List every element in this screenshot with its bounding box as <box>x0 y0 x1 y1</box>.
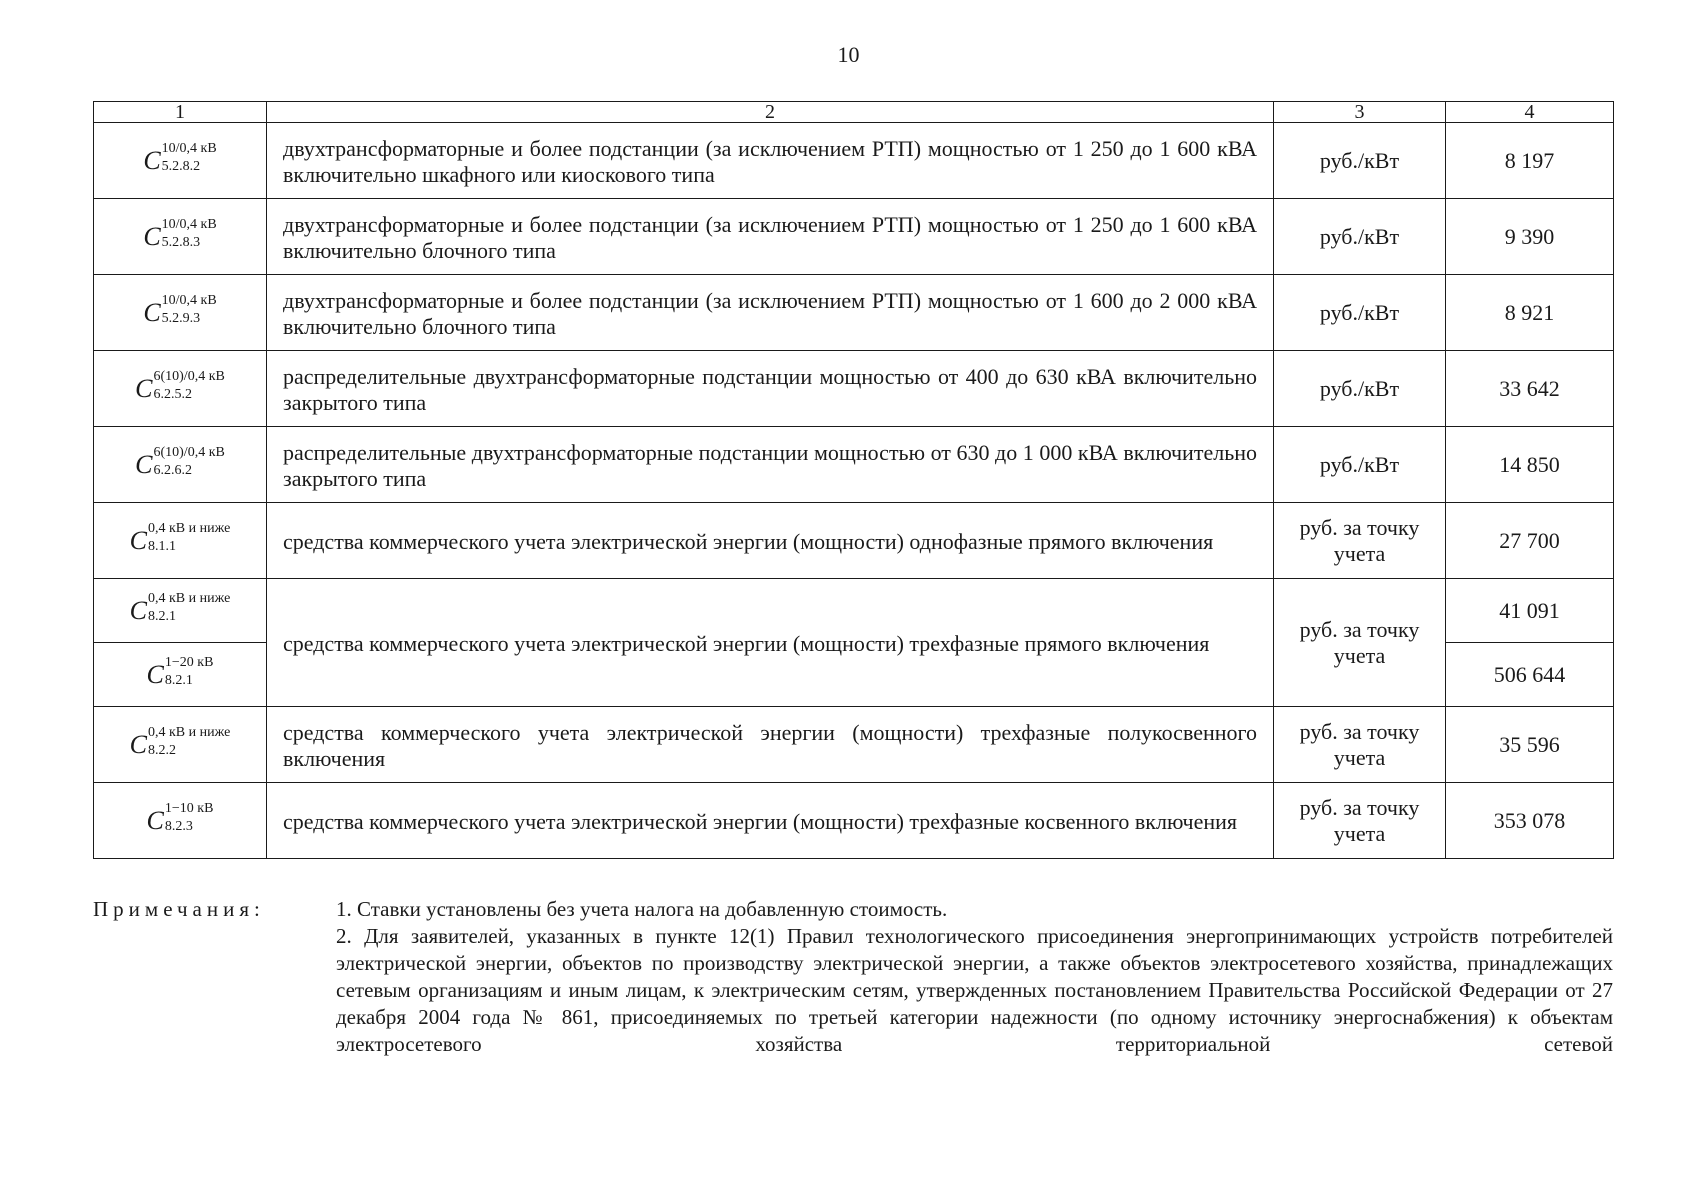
table-row <box>94 275 1614 351</box>
value-cell: 506 644 <box>1446 643 1614 707</box>
description-cell <box>267 783 1274 859</box>
value-cell: 27 700 <box>1446 503 1614 579</box>
unit-cell: руб./кВт <box>1274 275 1446 351</box>
value-cell: 41 091 <box>1446 579 1614 643</box>
tariff-code: C 1−10 кВ 8.2.3 <box>94 783 267 859</box>
tariff-code: C 6(10)/0,4 кВ 6.2.6.2 <box>94 427 267 503</box>
unit-cell: руб./кВт <box>1274 351 1446 427</box>
description-text: средства коммерческого учета электрической энергии (мощности) трехфазные прямого включения <box>283 630 1210 656</box>
tariff-code: C 10/0,4 кВ 5.2.8.2 <box>94 123 267 199</box>
note-item-2: 2. Для заявителей, указанных в пункте 12(1) Правил технологического присоединения энергопринимающих устройств потребителей электрической энергии, объектов по производству электрической энергии, а также объектов электросетевого хозяйства, принадлежащих сетевым организациям и иным лицам, к электрическим сетям, утвержденных постановлением Правительства Российской Федерации от 27 декабря 2004 года № 861, присоединяемых по третьей категории надежности (по одному источнику энергоснабжения) к объектам электросетевого хозяйства территориальной сетевой <box>336 924 1613 1056</box>
notes-body <box>336 896 1613 1058</box>
code-superscript: 1−10 кВ <box>164 800 214 816</box>
description-text: двухтрансформаторные и более подстанции (за исключением РТП) мощностью от 1 250 до 1 600 кВА включительно шкафного или киоскового типа <box>283 135 1257 187</box>
code-superscript: 0,4 кВ и ниже <box>148 724 231 740</box>
description-cell <box>267 199 1274 275</box>
notes-label: Примечания: <box>93 897 265 921</box>
description-cell <box>267 579 1274 707</box>
code-subscript: 8.2.3 <box>164 818 193 834</box>
unit-cell: руб./кВт <box>1274 123 1446 199</box>
column-number-1: 1 <box>94 102 267 123</box>
code-superscript: 10/0,4 кВ <box>161 216 217 232</box>
column-number-4: 4 <box>1446 102 1614 123</box>
code-superscript: 6(10)/0,4 кВ <box>153 368 225 384</box>
description-text: средства коммерческого учета электрической энергии (мощности) трехфазные косвенного включения <box>283 808 1238 834</box>
code-subscript: 6.2.5.2 <box>153 386 192 402</box>
table-row <box>94 783 1614 859</box>
unit-cell: руб./кВт <box>1274 427 1446 503</box>
table-row <box>94 199 1614 275</box>
unit-cell: руб. за точку учета <box>1274 707 1446 783</box>
page-number: 10 <box>837 42 860 67</box>
description-text: распределительные двухтрансформаторные подстанции мощностью от 400 до 630 кВА включительно закрытого типа <box>283 363 1257 415</box>
code-superscript: 6(10)/0,4 кВ <box>153 444 225 460</box>
unit-cell: руб./кВт <box>1274 199 1446 275</box>
description-cell <box>267 123 1274 199</box>
table-row <box>94 503 1614 579</box>
value-cell: 8 921 <box>1446 275 1614 351</box>
description-text: двухтрансформаторные и более подстанции (за исключением РТП) мощностью от 1 600 до 2 000 кВА включительно блочного типа <box>283 287 1257 339</box>
unit-cell: руб. за точку учета <box>1274 503 1446 579</box>
table-row <box>94 351 1614 427</box>
unit-cell: руб. за точку учета <box>1274 579 1446 707</box>
code-superscript: 10/0,4 кВ <box>161 140 217 156</box>
table-row <box>94 707 1614 783</box>
table-header-row <box>94 102 1614 123</box>
value-cell: 14 850 <box>1446 427 1614 503</box>
table-row <box>94 579 1614 643</box>
description-cell <box>267 503 1274 579</box>
description-text: распределительные двухтрансформаторные подстанции мощностью от 630 до 1 000 кВА включительно закрытого типа <box>283 439 1257 491</box>
code-superscript: 0,4 кВ и ниже <box>148 590 231 606</box>
unit-cell: руб. за точку учета <box>1274 783 1446 859</box>
value-cell: 35 596 <box>1446 707 1614 783</box>
column-number-2: 2 <box>267 102 1274 123</box>
tariff-code: C 10/0,4 кВ 5.2.8.3 <box>94 199 267 275</box>
description-text: двухтрансформаторные и более подстанции (за исключением РТП) мощностью от 1 250 до 1 600 кВА включительно блочного типа <box>283 211 1257 263</box>
tariff-code: C 1−20 кВ 8.2.1 <box>94 643 267 707</box>
code-subscript: 6.2.6.2 <box>153 462 192 478</box>
value-cell: 33 642 <box>1446 351 1614 427</box>
description-text: средства коммерческого учета электрической энергии (мощности) однофазные прямого включения <box>283 528 1214 554</box>
tariff-code: C 0,4 кВ и ниже 8.1.1 <box>94 503 267 579</box>
code-superscript: 0,4 кВ и ниже <box>148 520 231 536</box>
value-cell: 353 078 <box>1446 783 1614 859</box>
code-superscript: 10/0,4 кВ <box>161 292 217 308</box>
tariff-code: C 0,4 кВ и ниже 8.2.2 <box>94 707 267 783</box>
value-cell: 9 390 <box>1446 199 1614 275</box>
tariff-code: C 10/0,4 кВ 5.2.9.3 <box>94 275 267 351</box>
description-cell <box>267 427 1274 503</box>
code-subscript: 8.2.1 <box>148 608 176 624</box>
code-subscript: 5.2.9.3 <box>161 310 201 326</box>
table-row <box>94 123 1614 199</box>
table-row <box>94 427 1614 503</box>
code-subscript: 8.2.1 <box>164 672 193 688</box>
code-subscript: 5.2.8.3 <box>161 234 201 250</box>
description-cell <box>267 351 1274 427</box>
code-subscript: 8.1.1 <box>148 538 176 554</box>
tariff-code: C 0,4 кВ и ниже 8.2.1 <box>94 579 267 643</box>
column-number-3: 3 <box>1274 102 1446 123</box>
code-subscript: 5.2.8.2 <box>161 158 201 174</box>
tariff-table <box>93 101 1614 859</box>
description-text: средства коммерческого учета электрической энергии (мощности) трехфазные полукосвенного включения <box>283 719 1257 771</box>
code-superscript: 1−20 кВ <box>164 654 214 670</box>
description-cell <box>267 275 1274 351</box>
code-subscript: 8.2.2 <box>148 742 176 758</box>
description-cell <box>267 707 1274 783</box>
value-cell: 8 197 <box>1446 123 1614 199</box>
tariff-code: C 6(10)/0,4 кВ 6.2.5.2 <box>94 351 267 427</box>
note-item-1: 1. Ставки установлены без учета налога на добавленную стоимость. <box>336 897 948 921</box>
